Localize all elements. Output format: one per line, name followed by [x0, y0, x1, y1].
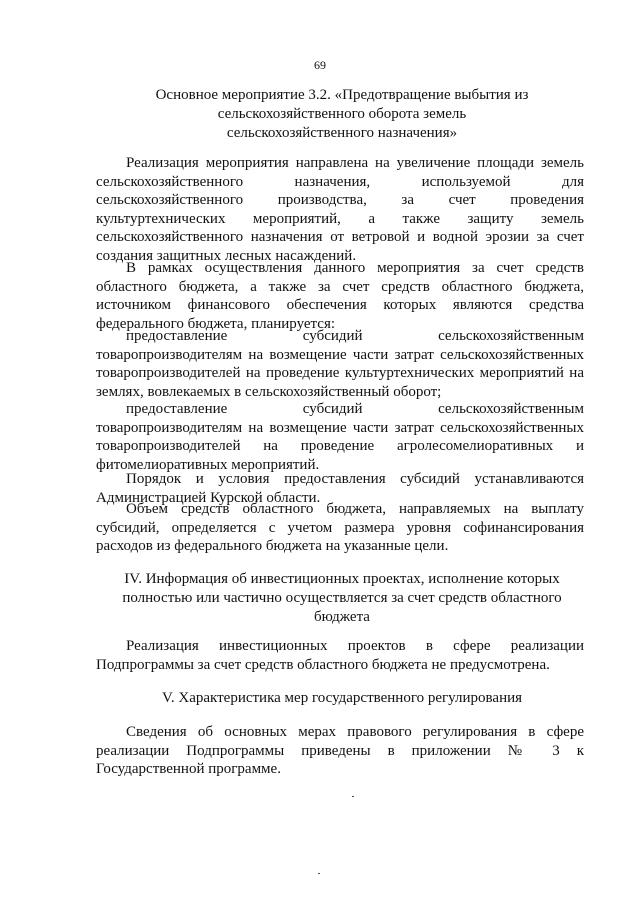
section-3-2-paragraph-1: Реализация мероприятия направлена на увеличение площади земель сельскохозяйственного назначения, используемой для сельскохозяйственного производства, за счет проведения культуртехнических мероприятий, а также защиту земель сельскохозяйственного назначения от ветровой и водной эрозии за счет создания защитных лесных насаждений.: [96, 155, 584, 264]
section-3-2-title-line1: Основное мероприятие 3.2. «Предотвращение выбытия из: [155, 87, 529, 103]
section-5-paragraph-1: Сведения об основных мерах правового регулирования в сфере реализации Подпрограммы приведены в приложении № 3 к Государственной программе.: [96, 724, 584, 778]
section-4-heading: [96, 570, 588, 627]
section-4-paragraph-1: Реализация инвестиционных проектов в сфере реализации Подпрограммы за счет средств областного бюджета не предусмотрена.: [96, 638, 584, 673]
section-4-title-line3: бюджета: [314, 609, 370, 625]
section-3-2-paragraph-6: Объем средств областного бюджета, направляемых на выплату субсидий, определяется с учетом размера уровня софинансирования расходов из федерального бюджета на указанные цели.: [96, 501, 584, 555]
section-3-2-paragraph-4: [96, 400, 584, 474]
subsidy-item-1-rest: товаропроизводителям на возмещение части затрат сельскохозяйственных товаропроизводителей на проведение культуртехнических мероприятий на землях, вовлекаемых в сельскохозяйственный оборот;: [96, 346, 584, 400]
subsidy-item-2-line1: предоставление субсидий сельскохозяйственным: [126, 401, 584, 417]
page-number: 69: [314, 58, 326, 72]
section-3-2-paragraph-3: [96, 327, 584, 401]
section-3-2-title-line3: сельскохозяйственного назначения»: [226, 125, 458, 141]
section-3-2-paragraph-5: Порядок и условия предоставления субсидий устанавливаются Администрацией Курской области.: [96, 471, 584, 506]
section-3-2-title-line2: сельскохозяйственного оборота земель: [217, 106, 467, 122]
scan-speck: [318, 873, 320, 874]
scan-speck: [352, 796, 354, 797]
subsidy-item-2-rest: товаропроизводителям на возмещение части затрат сельскохозяйственных товаропроизводителей на проведение агролесомелиоративных и фитомелиоративных мероприятий.: [96, 419, 584, 473]
section-3-2-paragraph-2: В рамках осуществления данного мероприятия за счет средств областного бюджета, а также за счет средств областного бюджета, источником финансового обеспечения которых являются средства федерального бюджета, планируется:: [96, 260, 584, 332]
section-5-heading: V. Характеристика мер государственного регулирования: [161, 690, 523, 706]
section-4-title-line2: полностью или частично осуществляется за счет средств областного: [122, 590, 562, 606]
section-3-2-heading: [96, 86, 588, 143]
subsidy-item-1-line1: предоставление субсидий сельскохозяйственным: [126, 328, 584, 344]
section-4-title-line1: IV. Информация об инвестиционных проектах, исполнение которых: [124, 571, 560, 587]
